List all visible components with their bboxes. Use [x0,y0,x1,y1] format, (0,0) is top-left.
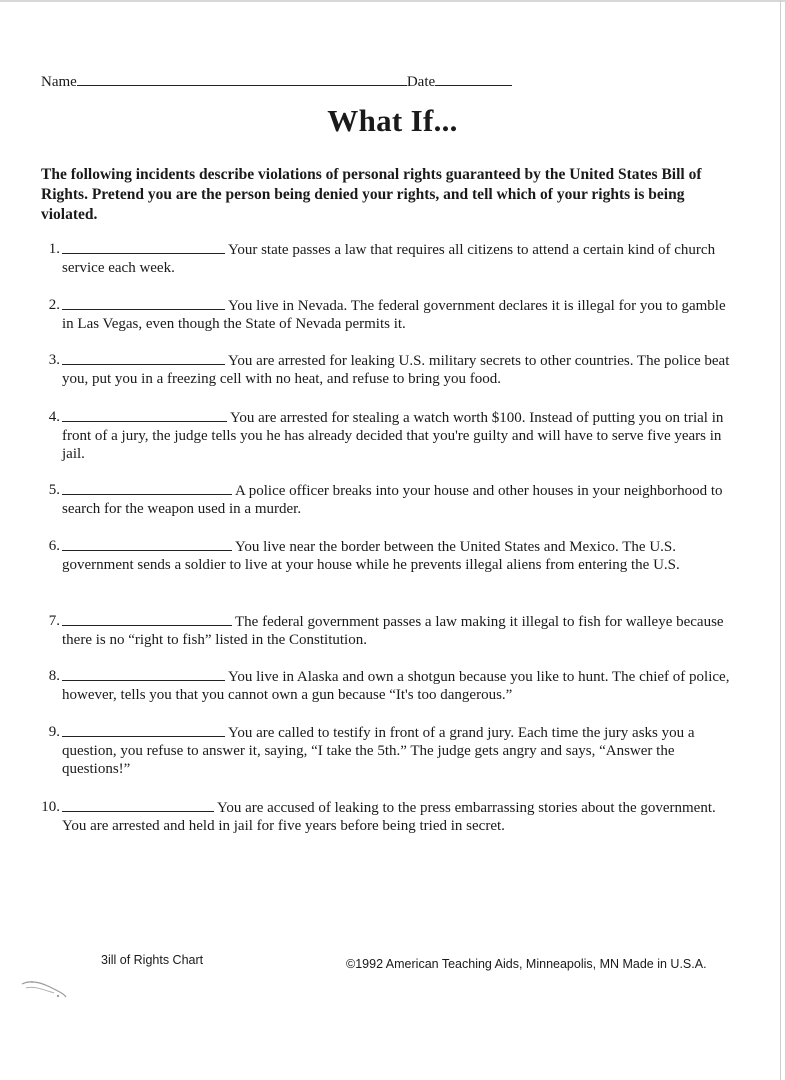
name-blank[interactable] [77,72,407,86]
question-item [35,612,735,649]
question-item [35,798,735,835]
question-number: 2. [48,297,60,313]
question-item [35,296,735,333]
question-item [35,723,735,778]
question-number: 7. [48,613,60,629]
instructions: The following incidents describe violations of personal rights guaranteed by the United States Bill of Rights. Pretend you are the person being denied your rights, and tell which of your rights is being violated. [41,166,702,223]
answer-blank[interactable] [62,537,232,551]
scan-smudge [20,978,68,1000]
scan-edge-right [780,0,781,1080]
scan-edge-top [0,0,785,2]
question-text: You are accused of leaking to the press embarrassing stories about the government. You are arrested and held in jail for five years before being tried in secret. [62,800,716,834]
footer-chart-label: 3ill of Rights Chart [101,953,204,967]
question-number: 3. [48,352,60,368]
name-date-line [41,72,512,91]
question-item [35,481,735,518]
answer-blank[interactable] [62,240,225,254]
question-text: Your state passes a law that requires all citizens to attend a certain kind of church service each week. [62,242,716,276]
question-text: A police officer breaks into your house and other houses in your neighborhood to search for the weapon used in a murder. [62,483,723,517]
name-label: Name [41,74,77,90]
answer-blank[interactable] [62,481,232,495]
question-item [35,537,735,574]
question-text: You live in Alaska and own a shotgun because you like to hunt. The chief of police, however, tells you that you cannot own a gun because “It's too dangerous.” [62,669,730,703]
question-text: You are arrested for stealing a watch worth $100. Instead of putting you on trial in front of a jury, the judge tells you he has already decided that you're guilty and will have to serve five years in jail. [62,410,724,462]
question-item [35,240,735,277]
question-text: You live in Nevada. The federal government declares it is illegal for you to gamble in Las Vegas, even though the State of Nevada permits it. [62,298,726,332]
question-text: You are called to testify in front of a grand jury. Each time the jury asks you a question, you refuse to answer it, saying, “I take the 5th.” The judge gets angry and says, “Answer the questions!” [62,725,695,777]
question-number: 8. [48,668,60,684]
question-text: You live near the border between the United States and Mexico. The U.S. government sends a soldier to live at your house while he prevents illegal aliens from entering the U.S. [62,539,680,573]
answer-blank[interactable] [62,798,214,812]
answer-blank[interactable] [62,351,225,365]
answer-blank[interactable] [62,612,232,626]
question-item [35,408,735,463]
answer-blank[interactable] [62,667,225,681]
date-blank[interactable] [435,72,512,86]
question-number: 5. [48,482,60,498]
question-number: 6. [48,538,60,554]
question-number: 4. [48,409,60,425]
answer-blank[interactable] [62,408,227,422]
question-text: You are arrested for leaking U.S. military secrets to other countries. The police beat you, put you in a freezing cell with no heat, and refuse to bring you food. [62,353,730,387]
question-number: 10. [41,799,60,815]
question-text: The federal government passes a law making it illegal to fish for walleye because there is no “right to fish” listed in the Constitution. [62,614,724,648]
footer-copyright: ©1992 American Teaching Aids, Minneapolis, MN Made in U.S.A. [346,957,707,971]
question-item [35,667,735,704]
page-title: What If... [327,103,458,138]
question-item [35,351,735,388]
answer-blank[interactable] [62,723,225,737]
question-number: 1. [48,241,60,257]
answer-blank[interactable] [62,296,225,310]
question-number: 9. [48,724,60,740]
date-label: Date [406,74,436,90]
